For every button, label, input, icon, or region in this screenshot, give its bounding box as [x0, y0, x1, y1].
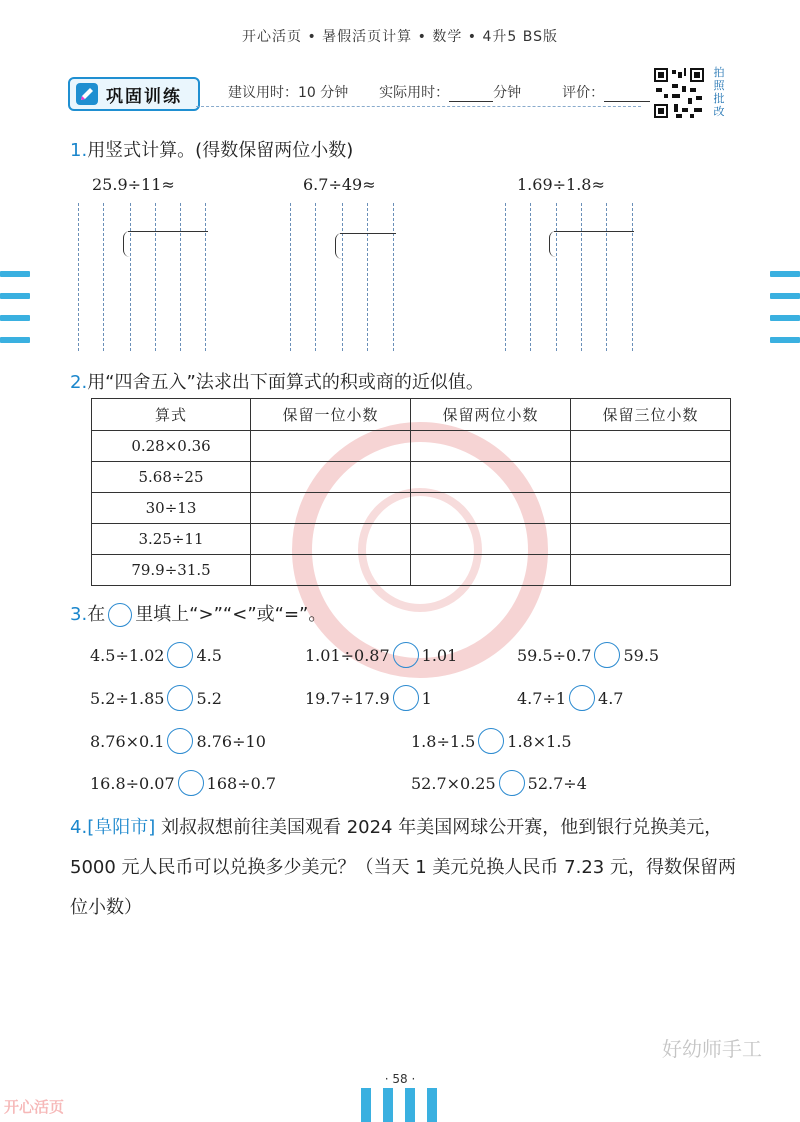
answer-cell[interactable]	[251, 431, 411, 462]
q3-title-post: 里填上“>”“<”或“=”。	[135, 604, 327, 625]
expression-cell: 3.25÷11	[92, 524, 251, 555]
q2-heading	[70, 368, 484, 394]
left-side-bars	[0, 271, 30, 359]
division-curve	[335, 233, 342, 259]
q1-title: 用竖式计算。(得数保留两位小数)	[87, 140, 354, 161]
answer-cell[interactable]	[411, 431, 571, 462]
answer-cell[interactable]	[571, 555, 731, 586]
compare-left: 59.5÷0.7	[517, 645, 592, 665]
compare-left: 19.7÷17.9	[305, 688, 390, 708]
compare-left: 52.7×0.25	[411, 773, 496, 793]
guide-line	[505, 203, 506, 351]
page-number: · 58 ·	[384, 1072, 416, 1086]
answer-cell[interactable]	[251, 462, 411, 493]
guide-line	[530, 203, 531, 351]
q1-number: 1.	[70, 140, 88, 161]
actual-time-blank[interactable]	[449, 87, 493, 102]
answer-circle[interactable]	[167, 728, 193, 754]
compare-right: 1	[421, 688, 432, 708]
answer-cell[interactable]	[571, 493, 731, 524]
section-badge	[68, 77, 200, 111]
expression-cell: 0.28×0.36	[92, 431, 251, 462]
guide-line	[205, 203, 206, 351]
compare-left: 1.01÷0.87	[305, 645, 390, 665]
footer-logo: 开心活页	[4, 1098, 65, 1116]
page-bars-decoration	[361, 1088, 437, 1122]
header-expression: 算式	[92, 399, 251, 431]
guide-line	[290, 203, 291, 351]
guide-line	[155, 203, 156, 351]
q1-expression-3: 1.69÷1.8≈	[517, 175, 605, 194]
answer-cell[interactable]	[251, 493, 411, 524]
compare-right: 4.7	[598, 688, 624, 708]
compare-item	[411, 728, 572, 754]
table-row	[92, 555, 731, 586]
expression-cell: 79.9÷31.5	[92, 555, 251, 586]
compare-left: 8.76×0.1	[90, 731, 165, 751]
answer-cell[interactable]	[411, 493, 571, 524]
compare-item	[90, 642, 222, 668]
answer-cell[interactable]	[571, 431, 731, 462]
table-row	[92, 462, 731, 493]
q1-expression-2: 6.7÷49≈	[303, 175, 376, 194]
answer-circle[interactable]	[478, 728, 504, 754]
answer-circle[interactable]	[178, 770, 204, 796]
answer-circle[interactable]	[499, 770, 525, 796]
compare-right: 59.5	[623, 645, 660, 665]
guide-line	[606, 203, 607, 351]
time-row	[228, 82, 650, 102]
answer-circle[interactable]	[393, 685, 419, 711]
answer-cell[interactable]	[411, 555, 571, 586]
compare-right: 5.2	[196, 688, 222, 708]
answer-circle[interactable]	[393, 642, 419, 668]
qr-caption: 拍照批改	[713, 66, 725, 118]
qr-code-icon[interactable]	[652, 66, 706, 120]
answer-circle[interactable]	[569, 685, 595, 711]
approximation-table	[91, 398, 731, 586]
rating-blank[interactable]	[604, 87, 650, 102]
compare-left: 16.8÷0.07	[90, 773, 175, 793]
answer-cell[interactable]	[411, 524, 571, 555]
compare-item	[305, 642, 457, 668]
compare-item	[517, 642, 659, 668]
guide-line	[632, 203, 633, 351]
compare-item	[90, 728, 266, 754]
actual-time-unit: 分钟	[493, 85, 522, 101]
division-bracket	[554, 231, 634, 232]
compare-item	[517, 685, 623, 711]
watermark-text: 好幼师手工	[662, 1037, 762, 1061]
sample-circle-icon	[108, 603, 132, 627]
compare-right: 1.8×1.5	[507, 731, 572, 751]
q2-number: 2.	[70, 372, 88, 393]
answer-circle[interactable]	[167, 642, 193, 668]
right-side-bars	[770, 271, 800, 359]
guide-line	[78, 203, 79, 351]
q4-region-tag: [阜阳市]	[87, 817, 156, 838]
guide-line	[342, 203, 343, 351]
compare-left: 4.5÷1.02	[90, 645, 165, 665]
guide-line	[180, 203, 181, 351]
division-bracket	[340, 233, 396, 234]
guide-line	[315, 203, 316, 351]
q3-title-pre: 在	[87, 604, 106, 625]
compare-right: 52.7÷4	[527, 773, 587, 793]
table-row	[92, 524, 731, 555]
q1-heading	[70, 136, 353, 162]
compare-item	[90, 770, 276, 796]
guide-line	[393, 203, 394, 351]
actual-time-label: 实际用时：	[379, 85, 450, 101]
header-one-decimal: 保留一位小数	[251, 399, 411, 431]
compare-right: 8.76÷10	[196, 731, 266, 751]
compare-item	[90, 685, 222, 711]
answer-cell[interactable]	[411, 462, 571, 493]
division-curve	[549, 231, 556, 257]
guide-line	[367, 203, 368, 351]
compare-item	[305, 685, 432, 711]
compare-right: 1.01	[421, 645, 458, 665]
q2-title: 用“四舍五入”法求出下面算式的积或商的近似值。	[87, 372, 484, 393]
guide-line	[103, 203, 104, 351]
answer-circle[interactable]	[167, 685, 193, 711]
answer-cell[interactable]	[571, 462, 731, 493]
compare-left: 4.7÷1	[517, 688, 567, 708]
suggested-time: 建议用时：10 分钟	[228, 85, 349, 101]
compare-left: 5.2÷1.85	[90, 688, 165, 708]
table-row	[92, 493, 731, 524]
q1-expression-1: 25.9÷11≈	[92, 175, 175, 194]
answer-cell[interactable]	[251, 555, 411, 586]
guide-line	[581, 203, 582, 351]
expression-cell: 30÷13	[92, 493, 251, 524]
division-bracket	[128, 231, 208, 232]
table-row	[92, 431, 731, 462]
compare-left: 1.8÷1.5	[411, 731, 476, 751]
q3-heading	[70, 600, 326, 627]
compare-item	[411, 770, 587, 796]
header-three-decimal: 保留三位小数	[571, 399, 731, 431]
rating-label: 评价：	[562, 85, 605, 101]
answer-circle[interactable]	[594, 642, 620, 668]
section-title: 巩固训练	[106, 86, 182, 107]
answer-cell[interactable]	[571, 524, 731, 555]
guide-line	[556, 203, 557, 351]
q4-question	[70, 808, 750, 928]
guide-line	[130, 203, 131, 351]
expression-cell: 5.68÷25	[92, 462, 251, 493]
book-title: 开心活页 • 暑假活页计算 • 数学 • 4升5 BS版	[242, 29, 558, 45]
q4-text: 刘叔叔想前往美国观看 2024 年美国网球公开赛，他到银行兑换美元，5000 元人民币可以兑换多少美元？（当天 1 美元兑换人民币 7.23 元，得数保留两位小数）	[70, 817, 736, 918]
compare-right: 4.5	[196, 645, 222, 665]
q4-number: 4.	[70, 817, 88, 838]
section-divider	[196, 106, 641, 107]
answer-cell[interactable]	[251, 524, 411, 555]
table-header-row	[92, 399, 731, 431]
header-two-decimal: 保留两位小数	[411, 399, 571, 431]
division-curve	[123, 231, 130, 257]
pencil-icon	[76, 83, 98, 105]
compare-right: 168÷0.7	[206, 773, 277, 793]
q3-number: 3.	[70, 604, 88, 625]
